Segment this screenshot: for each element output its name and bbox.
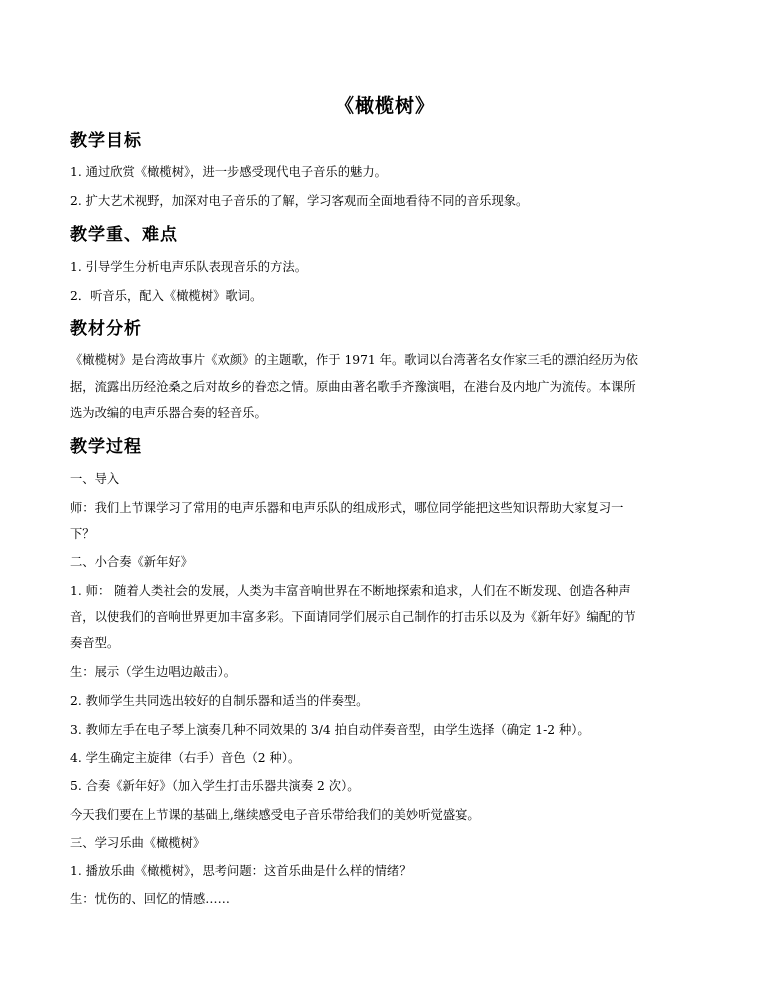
section-heading-teaching-process: 教学过程 (70, 437, 142, 457)
paragraph-line: 1. 播放乐曲《橄榄树》，思考问题：这首乐曲是什么样的情绪？ (70, 864, 412, 878)
paragraph-line: 4. 学生确定主旋律（右手）音色（2 种）。 (70, 751, 301, 765)
section-heading-material-analysis: 教材分析 (70, 319, 142, 339)
paragraph-line: 奏音型。 (70, 636, 120, 650)
paragraph-line: 1. 师： 随着人类社会的发展，人类为丰富音响世界在不断地探索和追求，人们在不断发现、创造各种声 (70, 584, 631, 598)
paragraph-line: 2. 扩大艺术视野，加深对电子音乐的了解，学习客观而全面地看待不同的音乐现象。 (70, 194, 529, 208)
paragraph-line: 二、小合奏《新年好》 (70, 555, 193, 569)
paragraph-line: 《橄榄树》是台湾故事片《欢颜》的主题歌，作于 1971 年。歌词以台湾著名女作家三毛的漂泊经历为依 (70, 353, 638, 367)
paragraph-line: 2. 教师学生共同选出较好的自制乐器和适当的伴奏型。 (70, 694, 369, 708)
paragraph-line: 音，以使我们的音响世界更加丰富多彩。下面请同学们展示自己制作的打击乐以及为《新年好》编配的节 (70, 610, 636, 624)
paragraph-line: 生：忧伤的、回忆的情感…… (70, 892, 230, 906)
section-heading-objectives: 教学目标 (70, 131, 142, 151)
paragraph-line: 据，流露出历经沧桑之后对故乡的眷恋之情。原曲由著名歌手齐豫演唱，在港台及内地广为流传。本课所 (70, 380, 636, 394)
paragraph-line: 三、学习乐曲《橄榄树》 (70, 836, 206, 850)
paragraph-line: 生：展示（学生边唱边敲击）。 (70, 665, 237, 679)
paragraph-line: 1. 引导学生分析电声乐队表现音乐的方法。 (70, 260, 307, 274)
paragraph-line: 5. 合奏《新年好》（加入学生打击乐器共演奏 2 次）。 (70, 779, 360, 793)
paragraph-line: 3. 教师左手在电子琴上演奏几种不同效果的 3/4 拍自动伴奏音型，由学生选择（确定 1-2 种）。 (70, 723, 590, 737)
paragraph-line: 师：我们上节课学习了常用的电声乐器和电声乐队的组成形式，哪位同学能把这些知识帮助大家复习一 (70, 501, 624, 515)
paragraph-line: 今天我们要在上节课的基础上,继续感受电子音乐带给我们的美妙听觉盛宴。 (70, 808, 480, 822)
paragraph-line: 1. 通过欣赏《橄榄树》，进一步感受现代电子音乐的魅力。 (70, 165, 387, 179)
paragraph-line: 选为改编的电声乐器合奏的轻音乐。 (70, 406, 267, 420)
document-title: 《橄榄树》 (334, 95, 435, 117)
section-heading-key-points: 教学重、难点 (70, 225, 178, 245)
paragraph-line: 2．听音乐，配入《橄榄树》歌词。 (70, 289, 263, 303)
paragraph-line: 下？ (70, 527, 95, 541)
paragraph-line: 一、导入 (70, 472, 120, 486)
